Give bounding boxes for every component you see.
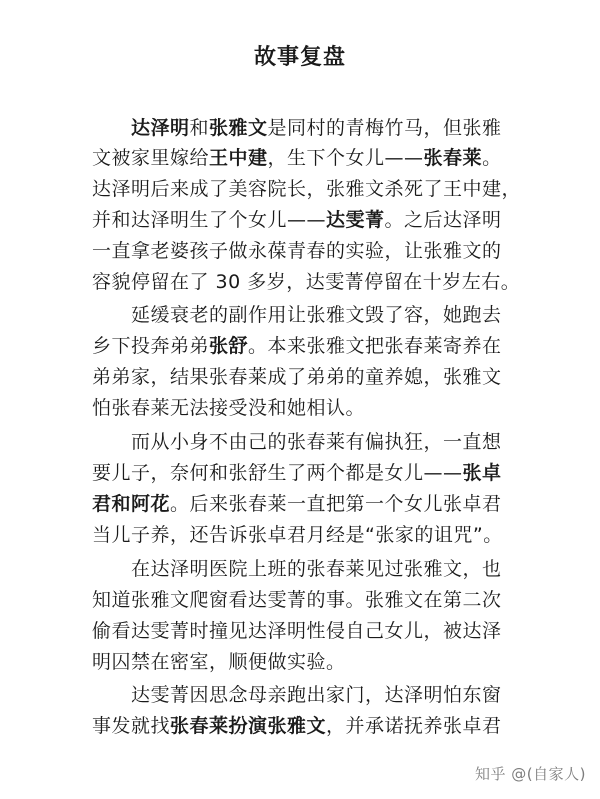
text-line	[92, 237, 502, 265]
text-line	[92, 268, 520, 296]
body-text: ，生下个女儿——	[267, 147, 424, 169]
body-text: 偷看达雯菁时撞见达泽明性侵自己女儿，被达泽	[92, 620, 502, 642]
body-text: 和	[189, 117, 210, 139]
body-text: 。本来张雅文把张春莱寄养在	[248, 335, 502, 357]
body-text: 是同村的青梅竹马，但张雅	[267, 117, 502, 139]
body-text: 要儿子，奈何和张舒生了两个都是女儿——	[92, 462, 463, 484]
body-text: 事发就找	[92, 715, 171, 737]
body-text: ，并承诺抚养张卓君	[326, 715, 502, 737]
body-text: 一直拿老婆孩子做永葆青春的实验，让张雅文的	[92, 240, 502, 262]
text-line	[92, 521, 503, 549]
text-line	[131, 681, 502, 709]
text-line	[92, 648, 346, 676]
text-line	[131, 555, 502, 583]
bold-name-text: 王中建	[209, 147, 268, 169]
body-text: 达泽明后来成了美容院长，张雅文杀死了王中建，	[92, 178, 522, 200]
bold-name-text: 张卓	[462, 462, 502, 484]
text-line	[92, 175, 521, 203]
body-text: 知道张雅文爬窗看达雯菁的事。张雅文在第二次	[92, 589, 502, 611]
text-line	[131, 114, 502, 142]
bold-name-text: 张春莱扮演张雅文	[170, 715, 327, 737]
body-text: 弟弟家，结果张春莱成了弟弟的童养媳，张雅文	[92, 366, 502, 388]
body-text: 乡下投奔弟弟	[92, 335, 210, 357]
bold-name-text: 达泽明	[131, 117, 190, 139]
text-line	[92, 459, 502, 487]
text-line	[92, 206, 502, 234]
text-line	[92, 394, 365, 422]
bold-name-text: 张舒	[209, 335, 249, 357]
text-line	[92, 144, 502, 172]
text-line	[92, 586, 502, 614]
bold-name-text: 达雯菁	[326, 209, 385, 231]
body-text: 当儿子养，还告诉张卓君月经是“张家的诅咒”。	[92, 524, 503, 546]
body-text: 。之后达泽明	[384, 209, 502, 231]
body-text: 在达泽明医院上班的张春莱见过张雅文，也	[131, 558, 502, 580]
body-text: 容貌停留在了 30 多岁，达雯菁停留在十岁左右。	[92, 271, 521, 293]
bold-name-text: 张雅文	[209, 117, 268, 139]
zhihu-watermark: 知乎 @(自家人)	[475, 765, 586, 783]
body-text: 文被家里嫁给	[92, 147, 210, 169]
text-line	[131, 428, 502, 456]
body-text: 而从小身不由己的张春莱有偏执狂，一直想	[131, 431, 502, 453]
body-text: 并和达泽明生了个女儿——	[92, 209, 327, 231]
bold-name-text: 君和阿花	[92, 493, 171, 515]
text-line	[92, 490, 502, 518]
text-line	[92, 332, 502, 360]
body-text: 。后来张春莱一直把第一个女儿张卓君	[170, 493, 502, 515]
bold-name-text: 张春莱	[423, 147, 483, 169]
text-line	[92, 617, 502, 645]
body-text: 明囚禁在密室，顺便做实验。	[92, 651, 346, 673]
text-line	[131, 301, 502, 329]
body-text: 延缓衰老的副作用让张雅文毁了容，她跑去	[131, 304, 502, 326]
body-text: 怕张春莱无法接受没和她相认。	[92, 397, 366, 419]
text-line	[92, 712, 502, 740]
body-text: 达雯菁因思念母亲跑出家门，达泽明怕东窗	[131, 684, 502, 706]
page-title: 故事复盘	[253, 45, 346, 70]
text-line	[92, 363, 502, 391]
body-text: 。	[482, 147, 502, 169]
